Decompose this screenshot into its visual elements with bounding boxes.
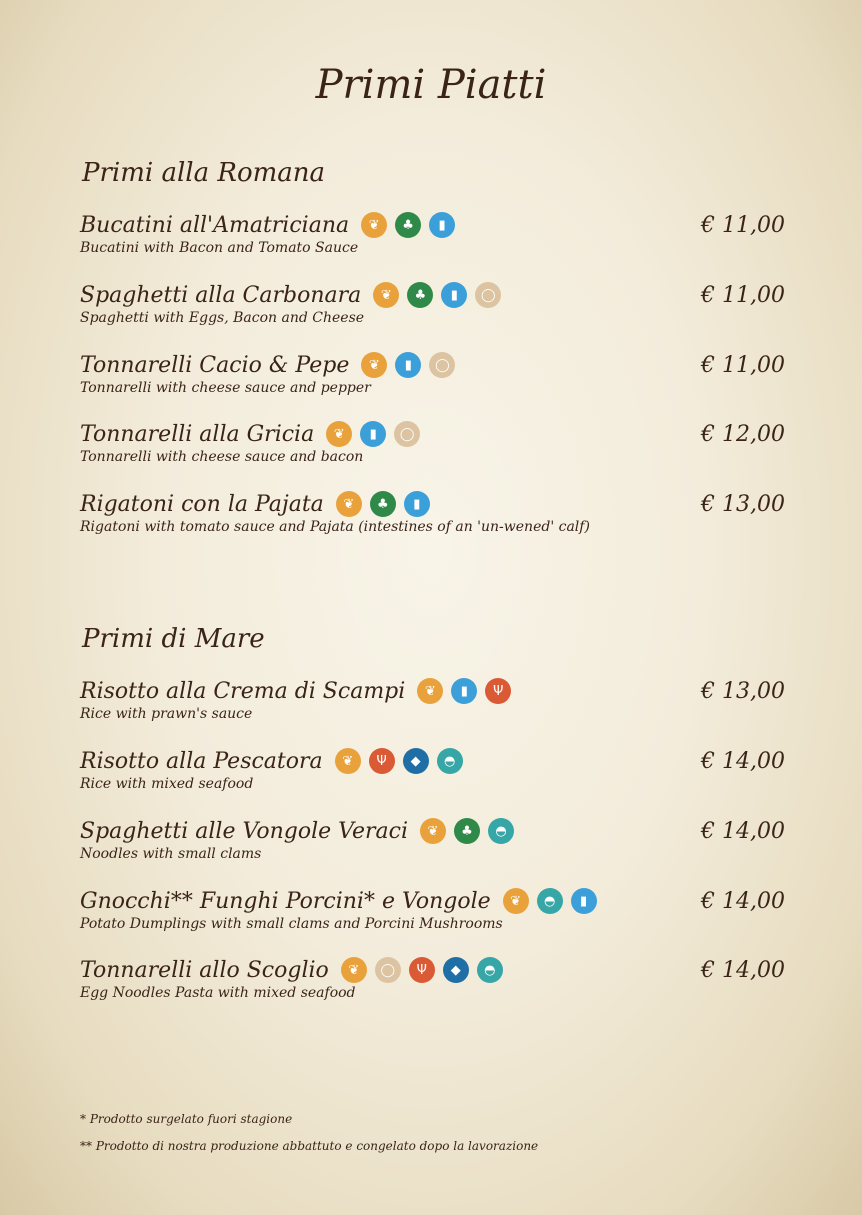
- dish-name: Bucatini all'Amatriciana: [80, 212, 350, 238]
- page-title: Primi Piatti: [315, 62, 547, 108]
- dish-price: € 11,00: [701, 212, 785, 238]
- dish-description: Rice with mixed seafood: [80, 776, 254, 792]
- allergen-icons: [373, 282, 501, 308]
- dish-name: Gnocchi** Funghi Porcini* e Vongole: [80, 888, 491, 914]
- allergen-icons: [341, 957, 503, 983]
- dish-name: Tonnarelli Cacio & Pepe: [80, 352, 350, 378]
- milk-allergen-icon: ▮: [441, 282, 467, 308]
- dish-name: Spaghetti alla Carbonara: [80, 282, 362, 308]
- celery-allergen-icon: ♣: [395, 212, 421, 238]
- menu-item-row: [80, 748, 785, 774]
- dish-description: Bucatini with Bacon and Tomato Sauce: [80, 240, 359, 256]
- footnote-frozen: * Prodotto surgelato fuori stagione: [80, 1112, 293, 1126]
- allergen-icons: [326, 421, 420, 447]
- menu-item: [80, 491, 785, 535]
- menu-item: [80, 282, 785, 326]
- dish-name: Risotto alla Pescatora: [80, 748, 323, 774]
- dish-price: € 14,00: [701, 957, 785, 983]
- milk-allergen-icon: ▮: [571, 888, 597, 914]
- dish-price: € 13,00: [701, 491, 785, 517]
- allergen-icons: [336, 491, 430, 517]
- dish-name: Spaghetti alle Vongole Veraci: [80, 818, 408, 844]
- menu-item-row: [80, 957, 785, 983]
- section-title-mare: Primi di Mare: [82, 624, 265, 654]
- celery-allergen-icon: ♣: [370, 491, 396, 517]
- mollusc-allergen-icon: ◓: [477, 957, 503, 983]
- dish-name: Rigatoni con la Pajata: [80, 491, 324, 517]
- milk-allergen-icon: ▮: [360, 421, 386, 447]
- dish-description: Egg Noodles Pasta with mixed seafood: [80, 985, 356, 1001]
- menu-item-row: [80, 818, 785, 844]
- dish-price: € 12,00: [701, 421, 785, 447]
- dish-price: € 14,00: [701, 888, 785, 914]
- menu-item-row: [80, 282, 785, 308]
- gluten-allergen-icon: ❦: [361, 212, 387, 238]
- fish-allergen-icon: ◆: [403, 748, 429, 774]
- egg-allergen-icon: ◯: [394, 421, 420, 447]
- milk-allergen-icon: ▮: [451, 678, 477, 704]
- menu-item-row: [80, 678, 785, 704]
- gluten-allergen-icon: ❦: [361, 352, 387, 378]
- allergen-icons: [361, 352, 455, 378]
- dish-description: Tonnarelli with cheese sauce and bacon: [80, 449, 364, 465]
- allergen-icons: [361, 212, 455, 238]
- allergen-icons: [503, 888, 597, 914]
- menu-item: [80, 748, 785, 792]
- dish-name: Tonnarelli alla Gricia: [80, 421, 315, 447]
- crust-allergen-icon: Ψ: [409, 957, 435, 983]
- gluten-allergen-icon: ❦: [417, 678, 443, 704]
- menu-item: [80, 818, 785, 862]
- dish-name: Risotto alla Crema di Scampi: [80, 678, 406, 704]
- dish-price: € 11,00: [701, 282, 785, 308]
- egg-allergen-icon: ◯: [429, 352, 455, 378]
- menu-item-row: [80, 212, 785, 238]
- milk-allergen-icon: ▮: [429, 212, 455, 238]
- dish-name: Tonnarelli allo Scoglio: [80, 957, 329, 983]
- gluten-allergen-icon: ❦: [420, 818, 446, 844]
- dish-price: € 14,00: [701, 748, 785, 774]
- allergen-icons: [417, 678, 511, 704]
- milk-allergen-icon: ▮: [395, 352, 421, 378]
- gluten-allergen-icon: ❦: [341, 957, 367, 983]
- mollusc-allergen-icon: ◓: [437, 748, 463, 774]
- dish-description: Spaghetti with Eggs, Bacon and Cheese: [80, 310, 365, 326]
- fish-allergen-icon: ◆: [443, 957, 469, 983]
- allergen-icons: [420, 818, 514, 844]
- dish-description: Tonnarelli with cheese sauce and pepper: [80, 380, 371, 396]
- allergen-icons: [335, 748, 463, 774]
- menu-item: [80, 888, 785, 932]
- menu-item-row: [80, 888, 785, 914]
- menu-item: [80, 678, 785, 722]
- gluten-allergen-icon: ❦: [336, 491, 362, 517]
- section-title-romana: Primi alla Romana: [82, 158, 326, 188]
- menu-item-row: [80, 421, 785, 447]
- egg-allergen-icon: ◯: [375, 957, 401, 983]
- dish-description: Potato Dumplings with small clams and Porcini Mushrooms: [80, 916, 503, 932]
- dish-price: € 11,00: [701, 352, 785, 378]
- menu-item: [80, 957, 785, 1001]
- dish-price: € 14,00: [701, 818, 785, 844]
- dish-description: Rice with prawn's sauce: [80, 706, 253, 722]
- crust-allergen-icon: Ψ: [369, 748, 395, 774]
- milk-allergen-icon: ▮: [404, 491, 430, 517]
- dish-description: Rigatoni with tomato sauce and Pajata (intestines of an 'un-wened' calf): [80, 519, 590, 535]
- menu-item: [80, 352, 785, 396]
- mollusc-allergen-icon: ◓: [488, 818, 514, 844]
- menu-item-row: [80, 491, 785, 517]
- egg-allergen-icon: ◯: [475, 282, 501, 308]
- dish-price: € 13,00: [701, 678, 785, 704]
- menu-item: [80, 421, 785, 465]
- footnote-house-made: ** Prodotto di nostra produzione abbattuto e congelato dopo la lavorazione: [80, 1139, 539, 1153]
- dish-description: Noodles with small clams: [80, 846, 262, 862]
- gluten-allergen-icon: ❦: [503, 888, 529, 914]
- menu-item: [80, 212, 785, 256]
- gluten-allergen-icon: ❦: [373, 282, 399, 308]
- menu-item-row: [80, 352, 785, 378]
- crust-allergen-icon: Ψ: [485, 678, 511, 704]
- gluten-allergen-icon: ❦: [335, 748, 361, 774]
- gluten-allergen-icon: ❦: [326, 421, 352, 447]
- mollusc-allergen-icon: ◓: [537, 888, 563, 914]
- celery-allergen-icon: ♣: [407, 282, 433, 308]
- celery-allergen-icon: ♣: [454, 818, 480, 844]
